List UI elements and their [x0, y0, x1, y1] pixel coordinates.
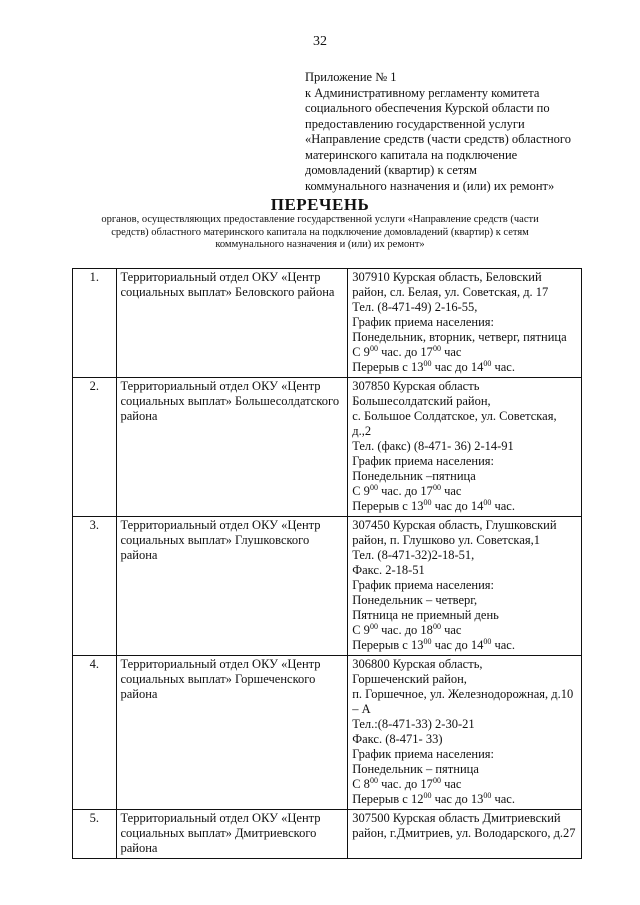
superscript-minutes: 00: [369, 343, 378, 353]
schedule-days: Понедельник, вторник, четверг, пятница: [352, 330, 567, 344]
superscript-minutes: 00: [483, 790, 492, 800]
superscript-minutes: 00: [483, 497, 492, 507]
appendix-line: Приложение № 1: [305, 70, 397, 84]
office-phone-line: Тел. (8-471-32)2-18-51,: [352, 548, 475, 562]
table-row: [73, 810, 582, 859]
office-number-cell: [73, 269, 117, 378]
superscript-minutes: 00: [423, 636, 432, 646]
appendix-header: [305, 70, 605, 194]
office-address-line: 307500 Курская область Дмитриевский район, г.Дмитриев, ул. Володарского, д.27: [352, 811, 576, 840]
list-title: ПЕРЕЧЕНЬ: [270, 195, 370, 214]
office-contacts-cell: [348, 656, 582, 810]
appendix-line: социального обеспечения Курской области по: [305, 101, 550, 115]
superscript-minutes: 00: [423, 358, 432, 368]
break-hours: Перерыв с $13^{00}$ час до $14^{00}$ час.: [352, 636, 515, 652]
list-subtitle: [70, 214, 570, 252]
superscript-minutes: 00: [423, 790, 432, 800]
superscript-minutes: 00: [483, 358, 492, 368]
office-phone-line: Факс. 2-18-51: [352, 563, 425, 577]
break-hours: Перерыв с $13^{00}$ час до $14^{00}$ час.: [352, 358, 515, 374]
superscript-minutes: 00: [432, 775, 441, 785]
page-number: 32: [313, 34, 327, 49]
table-row: [73, 517, 582, 656]
office-number: 2.: [89, 379, 99, 393]
schedule-title: График приема населения:: [352, 454, 494, 468]
offices-table: [72, 268, 582, 859]
table-row: [73, 378, 582, 517]
schedule-days: Понедельник – четверг,: [352, 593, 478, 607]
office-phone-line: Тел. (факс) (8-471- 36) 2-14-91: [352, 439, 514, 453]
superscript-minutes: 00: [483, 636, 492, 646]
subtitle-line: средств) областного материнского капитала на подключение домовладений (квартир) к сетям: [111, 226, 529, 238]
office-address-line: Большесолдатский район,: [352, 394, 491, 408]
office-name: Территориальный отдел ОКУ «Центр социальных выплат» Дмитриевского района: [116, 810, 348, 859]
office-address-line: 306800 Курская область,: [352, 657, 483, 671]
subtitle-line: органов, осуществляющих предоставление государственной услуги «Направление средств (части: [101, 214, 539, 225]
office-address-line: п. Горшечное, ул. Железнодорожная, д.10 – А: [352, 687, 574, 716]
office-address-line: Горшеченский район,: [352, 672, 467, 686]
working-hours: С $9^{00}$ час. до $17^{00}$ час: [352, 343, 462, 359]
office-phone-line: Факс. (8-471- 33): [352, 732, 443, 746]
office-phone-line: Тел.:(8-471-33) 2-30-21: [352, 717, 475, 731]
office-number: 1.: [89, 270, 99, 284]
break-hours: Перерыв с $12^{00}$ час до $13^{00}$ час.: [352, 790, 515, 806]
schedule-title: График приема населения:: [352, 747, 494, 761]
office-number-cell: [73, 517, 117, 656]
office-address-line: 307850 Курская область: [352, 379, 480, 393]
superscript-minutes: 00: [369, 775, 378, 785]
working-hours: С $9^{00}$ час. до $18^{00}$ час: [352, 621, 462, 637]
office-number: 3.: [89, 518, 99, 532]
appendix-line: коммунального назначения и (или) их ремонт»: [305, 178, 555, 193]
appendix-line: к Административному регламенту комитета: [305, 85, 540, 100]
appendix-line: домовладений (квартир) к сетям: [305, 163, 477, 177]
appendix-line: «Направление средств (части средств) областного: [305, 132, 571, 146]
working-hours: С $9^{00}$ час. до $17^{00}$ час: [352, 482, 462, 498]
office-contacts-cell: [348, 517, 582, 656]
office-number: 5.: [89, 811, 99, 825]
subtitle-line: коммунального назначения и (или) их ремонт»: [215, 239, 425, 250]
office-number-cell: [73, 378, 117, 517]
schedule-title: График приема населения:: [352, 315, 494, 329]
break-hours: Перерыв с $13^{00}$ час до $14^{00}$ час.: [352, 497, 515, 513]
superscript-minutes: 00: [432, 621, 441, 631]
office-contacts-cell: [348, 378, 582, 517]
superscript-minutes: 00: [369, 621, 378, 631]
office-address-line: 307450 Курская область, Глушковский район, п. Глушково ул. Советская,1: [352, 518, 557, 547]
schedule-days: Понедельник – пятница: [352, 762, 479, 776]
schedule-days: Пятница не приемный день: [352, 608, 499, 622]
office-number: 4.: [89, 657, 99, 671]
appendix-line: материнского капитала на подключение: [305, 147, 518, 162]
superscript-minutes: 00: [369, 482, 378, 492]
office-address-line: с. Большое Солдатское, ул. Советская, д.,2: [352, 409, 557, 438]
superscript-minutes: 00: [432, 343, 441, 353]
office-number-cell: [73, 810, 117, 859]
table-row: [73, 656, 582, 810]
office-address-line: 307910 Курская область, Беловский район, сл. Белая, ул. Советская, д. 17: [352, 270, 549, 299]
office-phone-line: Тел. (8-471-49) 2-16-55,: [352, 300, 478, 314]
schedule-title: График приема населения:: [352, 578, 494, 592]
office-contacts-cell: [348, 269, 582, 378]
office-contacts-cell: [348, 810, 582, 859]
appendix-line: предоставлению государственной услуги: [305, 116, 525, 131]
table-row: [73, 269, 582, 378]
office-number-cell: [73, 656, 117, 810]
schedule-days: Понедельник –пятница: [352, 469, 476, 483]
superscript-minutes: 00: [423, 497, 432, 507]
office-name: Территориальный отдел ОКУ «Центр социальных выплат» Большесолдатского района: [116, 378, 348, 517]
office-name: Территориальный отдел ОКУ «Центр социальных выплат» Глушковского района: [116, 517, 348, 656]
superscript-minutes: 00: [432, 482, 441, 492]
working-hours: С $8^{00}$ час. до $17^{00}$ час: [352, 775, 462, 791]
office-name: Территориальный отдел ОКУ «Центр социальных выплат» Беловского района: [116, 269, 348, 378]
office-name: Территориальный отдел ОКУ «Центр социальных выплат» Горшеченского района: [116, 656, 348, 810]
